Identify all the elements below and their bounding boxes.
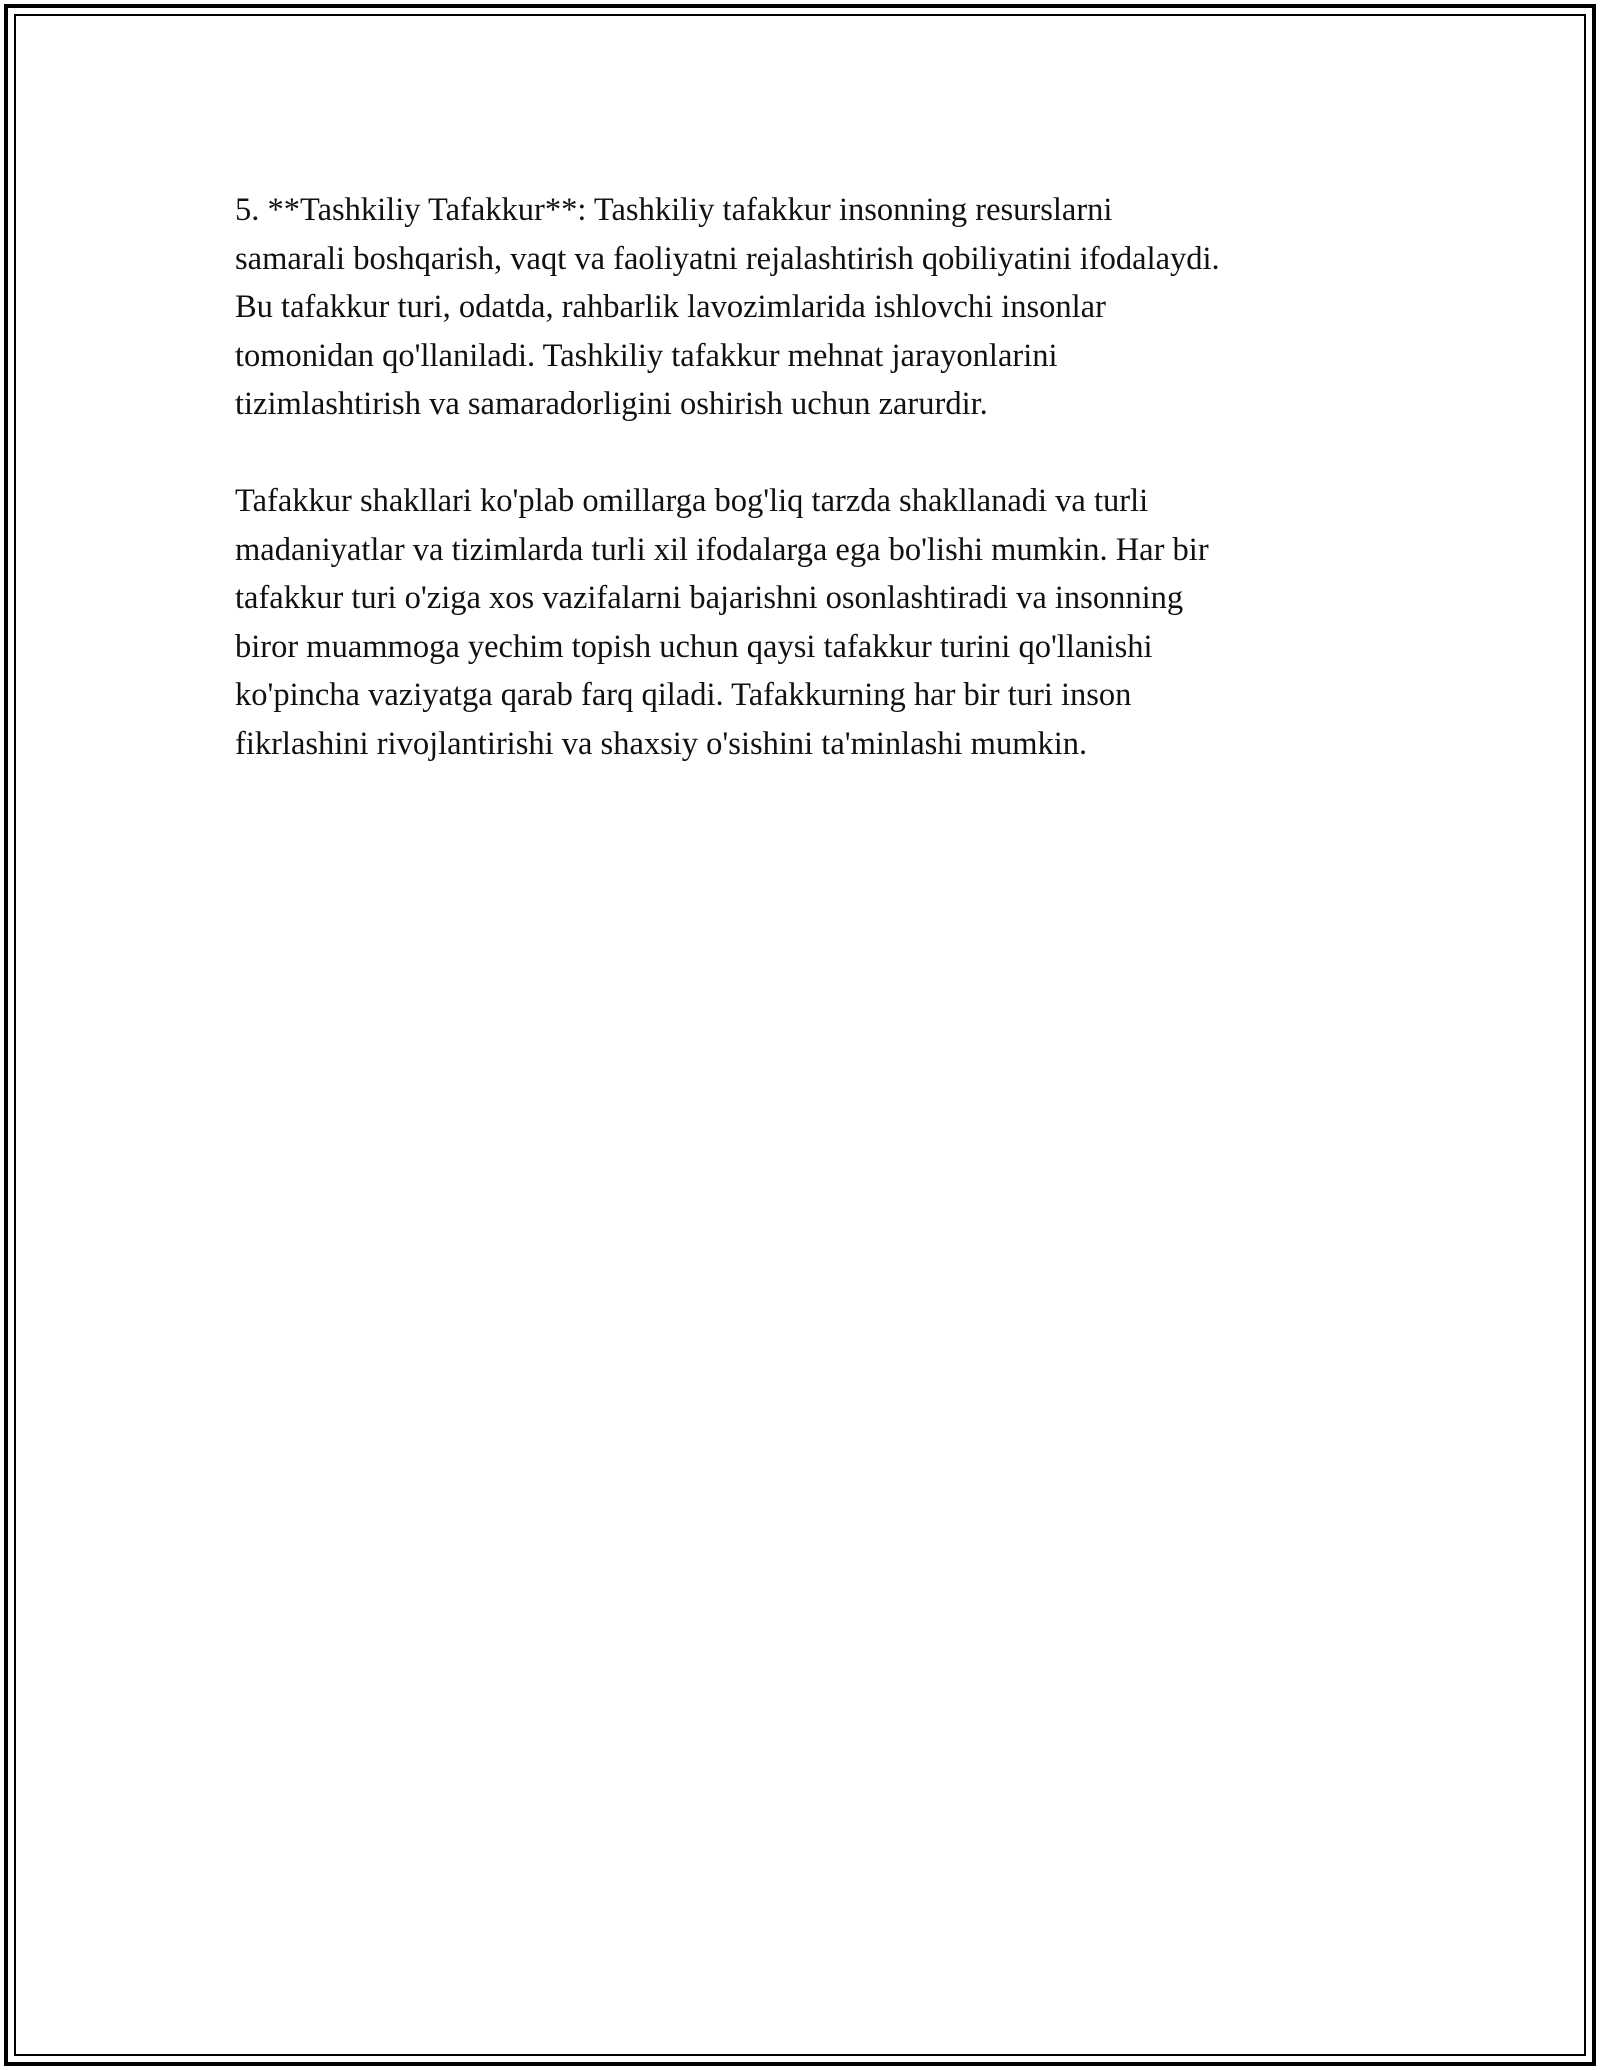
paragraph-tashkiliy-tafakkur: 5. **Tashkiliy Tafakkur**: Tashkiliy tafakkur insonning resurslarni samarali boshqarish, vaqt va faoliyatni rejalashtirish qobiliyatini ifodalaydi. Bu tafakkur turi, odatda, rahbarlik lavozimlarida ishlovchi insonlar tomonidan qo'llaniladi. Tashkiliy tafakkur mehnat jarayonlarini tizimlashtirish va samaradorligini oshirish uchun zarurdir.: [235, 192, 1220, 422]
document-body: [235, 186, 1365, 768]
paragraph-tafakkur-shakllari: Tafakkur shakllari ko'plab omillarga bog'liq tarzda shakllanadi va turli madaniyatlar va tizimlarda turli xil ifodalarga ega bo'lishi mumkin. Har bir tafakkur turi o'ziga xos vazifalarni bajarishni osonlashtiradi va insonning biror muammoga yechim topish uchun qaysi tafakkur turini qo'llanishi ko'pincha vaziyatga qarab farq qiladi. Tafakkurning har bir turi inson fikrlashini rivojlantirishi va shaxsiy o'sishini ta'minlashi mumkin.: [235, 483, 1209, 762]
